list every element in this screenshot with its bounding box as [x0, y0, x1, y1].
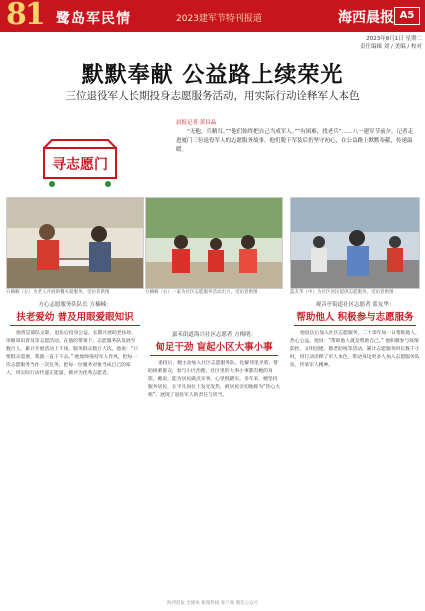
headline: 默默奉献 公益路上续荣光	[81, 62, 344, 88]
story3-text: 他退伍后加入社区志愿服务，二十余年如一日帮助他人，热心公益。他说：“帮助他人就是帮助自己。” 他积极参与疫情防控、文明创建、敬老助残等活动，累计志愿服务时长数千小时，用行动诠释了军人本色，带动身边更多人加入志愿服务队伍，传承军人精神。	[290, 331, 420, 368]
story2-body	[148, 360, 282, 592]
story3-body	[290, 330, 420, 592]
caption-3: 蓝友华（中）为社区居民提供志愿服务。受访者供图	[290, 290, 394, 295]
story3-title: 帮助他人 积极参与志愿服务	[296, 312, 414, 323]
footer: 海西晨报 全媒体 新闻热线 客户端 微信公众号	[166, 601, 259, 606]
story2-kicker: 嘉禾街道海兴社区志愿者 方梅明：	[171, 332, 257, 338]
caption-1: 方楠楠（左）为老人开展助餐关爱服务。受访者供图	[6, 290, 110, 295]
main-byline: 晨报记者 黄昌晶	[176, 120, 217, 126]
story2-text: 退役后，她主动加入社区志愿服务队，化解邻里矛盾，帮助困难群众，参与小区治理，社区里的大事小事都有她的身影。她说，能为居民做点实事，心里很踏实。多年来，她坚持服务居民，在平凡岗位上发光发热，被居民亲切地称为“热心大姐”，展现了退役军人的责任与担当。	[148, 361, 281, 398]
story3-kicker: 观音亭街道社区志愿者 蓝友华：	[315, 302, 395, 308]
lead-paragraph: “无他，兵精耳。”“他们始终把自己当成军人。”“有困难，找老兵”……八一建军节前夕，记者走进厦门三位退役军人的志愿服务故事，他们脱下军装后仍坚守初心，在公益路上默默奉献，传递温暖。	[176, 129, 414, 153]
section-name: 鹭岛军民情	[56, 11, 131, 27]
story2-rule	[150, 355, 278, 356]
story1-kicker: 方心志愿服务队队长 方楠楠：	[38, 302, 112, 308]
editor-text: 责任编辑 刘 / 美编 / 校对	[360, 44, 422, 50]
story1-text: 他曾是部队文职，退伍后投身公益，长期开展助老扶幼、用眼知识普及等志愿活动。在他的带领下，志愿服务队发展至数百人，累计开展活动上千场，服务群众数万人次。他说：“只要群众需要，我就一直干下去。” 他始终保持军人作风，把每一次志愿服务当作一次任务，把每一位服务对象当成自己的家人，用实际行动传递正能量，被评为优秀志愿者。	[6, 331, 139, 376]
subheadline: 三位退役军人长期投身志愿服务活动，用实际行动诠释军人本色	[65, 90, 360, 102]
section-banner	[0, 0, 425, 32]
dateline	[300, 34, 422, 50]
photo-elderly-service	[6, 197, 144, 289]
story1-rule	[10, 325, 140, 326]
story2-title: 甸足干劲 盲起小区大事小事	[155, 342, 273, 353]
story3-rule	[294, 325, 416, 326]
story1-title: 扶老爱幼 普及用眼爱眼知识	[16, 312, 134, 323]
anniversary-number: 81	[6, 0, 44, 32]
page-number: A5	[394, 7, 420, 25]
date-text: 2023年8月1日 星期二	[366, 36, 422, 42]
feature-logo	[38, 136, 122, 192]
photo-family-volunteer	[145, 197, 283, 289]
story1-body	[6, 330, 140, 592]
section-subtitle: 2023建军节特刊报道	[176, 14, 262, 24]
caption-2: 方楠楠（右）一家为社区志愿服务活动出力。受访者供图	[145, 290, 258, 295]
logo-text: 寻志愿门	[52, 157, 108, 173]
photo-community-service	[290, 197, 420, 289]
paper-name: 海西晨报	[338, 10, 394, 26]
